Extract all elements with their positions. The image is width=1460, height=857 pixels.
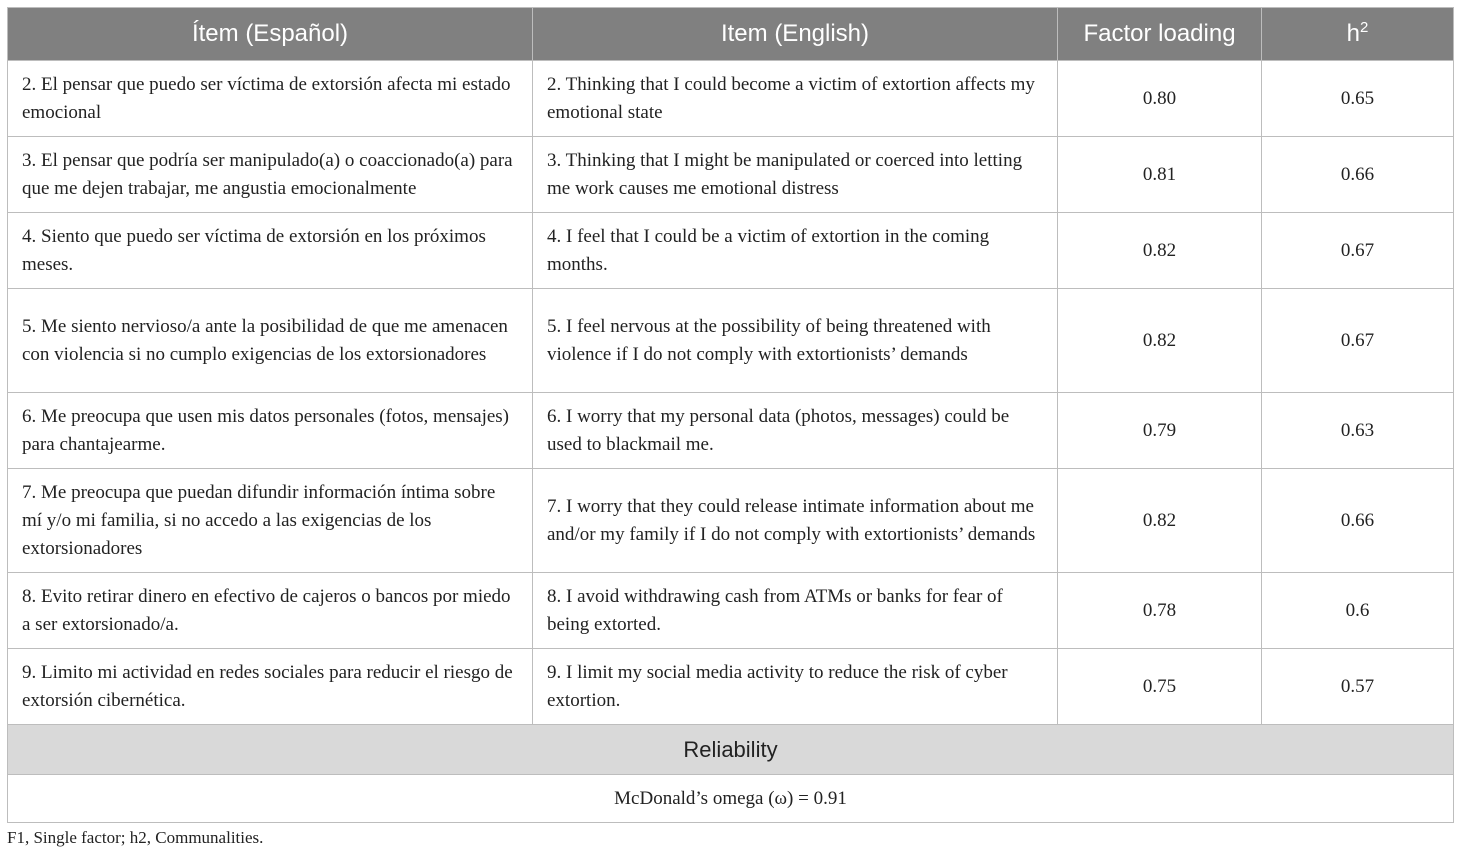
header-h2-sup: 2: [1360, 19, 1369, 36]
table-row: [8, 573, 1454, 649]
cell-english: 8. I avoid withdrawing cash from ATMs or banks for fear of being extorted.: [533, 573, 1058, 649]
cell-h2: 0.67: [1262, 289, 1454, 393]
cell-loading: 0.81: [1058, 137, 1262, 213]
cell-h2: 0.63: [1262, 393, 1454, 469]
header-spanish: Ítem (Español): [8, 8, 533, 61]
cell-english: 9. I limit my social media activity to reduce the risk of cyber extortion.: [533, 649, 1058, 725]
cell-h2: 0.65: [1262, 61, 1454, 137]
table-footnote: F1, Single factor; h2, Communalities.: [7, 828, 264, 847]
cell-english: 3. Thinking that I might be manipulated or coerced into letting me work causes me emotional distress: [533, 137, 1058, 213]
cell-spanish: 7. Me preocupa que puedan difundir información íntima sobre mí y/o mi familia, si no accedo a las exigencias de los extorsionadores: [8, 469, 533, 573]
factor-loading-table: [7, 7, 1454, 823]
table-row: [8, 649, 1454, 725]
cell-loading: 0.82: [1058, 289, 1262, 393]
header-h2-base: h: [1346, 20, 1360, 47]
cell-english: 4. I feel that I could be a victim of extortion in the coming months.: [533, 213, 1058, 289]
table-row: [8, 137, 1454, 213]
cell-loading: 0.78: [1058, 573, 1262, 649]
cell-h2: 0.66: [1262, 137, 1454, 213]
cell-loading: 0.82: [1058, 469, 1262, 573]
header-factor-loading: Factor loading: [1058, 8, 1262, 61]
table-row: [8, 213, 1454, 289]
omega-value: McDonald’s omega (ω) = 0.91: [8, 775, 1454, 823]
table-row: [8, 61, 1454, 137]
cell-spanish: 3. El pensar que podría ser manipulado(a) o coaccionado(a) para que me dejen trabajar, me angustia emocionalmente: [8, 137, 533, 213]
cell-english: 2. Thinking that I could become a victim of extortion affects my emotional state: [533, 61, 1058, 137]
reliability-heading: Reliability: [8, 725, 1454, 775]
table-row: [8, 289, 1454, 393]
table-row: [8, 393, 1454, 469]
omega-row: [8, 775, 1454, 823]
cell-loading: 0.80: [1058, 61, 1262, 137]
header-english: Item (English): [533, 8, 1058, 61]
cell-english: 7. I worry that they could release intimate information about me and/or my family if I do not comply with extortionists’ demands: [533, 469, 1058, 573]
table-row: [8, 469, 1454, 573]
cell-spanish: 2. El pensar que puedo ser víctima de extorsión afecta mi estado emocional: [8, 61, 533, 137]
cell-english: 5. I feel nervous at the possibility of being threatened with violence if I do not comply with extortionists’ demands: [533, 289, 1058, 393]
cell-h2: 0.67: [1262, 213, 1454, 289]
cell-loading: 0.79: [1058, 393, 1262, 469]
cell-loading: 0.75: [1058, 649, 1262, 725]
cell-h2: 0.66: [1262, 469, 1454, 573]
cell-h2: 0.57: [1262, 649, 1454, 725]
header-row: [8, 8, 1454, 61]
cell-spanish: 8. Evito retirar dinero en efectivo de cajeros o bancos por miedo a ser extorsionado/a.: [8, 573, 533, 649]
cell-spanish: 9. Limito mi actividad en redes sociales para reducir el riesgo de extorsión cibernética.: [8, 649, 533, 725]
cell-spanish: 6. Me preocupa que usen mis datos personales (fotos, mensajes) para chantajearme.: [8, 393, 533, 469]
cell-spanish: 4. Siento que puedo ser víctima de extorsión en los próximos meses.: [8, 213, 533, 289]
cell-loading: 0.82: [1058, 213, 1262, 289]
cell-english: 6. I worry that my personal data (photos, messages) could be used to blackmail me.: [533, 393, 1058, 469]
header-h2: [1262, 8, 1454, 61]
reliability-section-row: [8, 725, 1454, 775]
cell-h2: 0.6: [1262, 573, 1454, 649]
cell-spanish: 5. Me siento nervioso/a ante la posibilidad de que me amenacen con violencia si no cumplo exigencias de los extorsionadores: [8, 289, 533, 393]
